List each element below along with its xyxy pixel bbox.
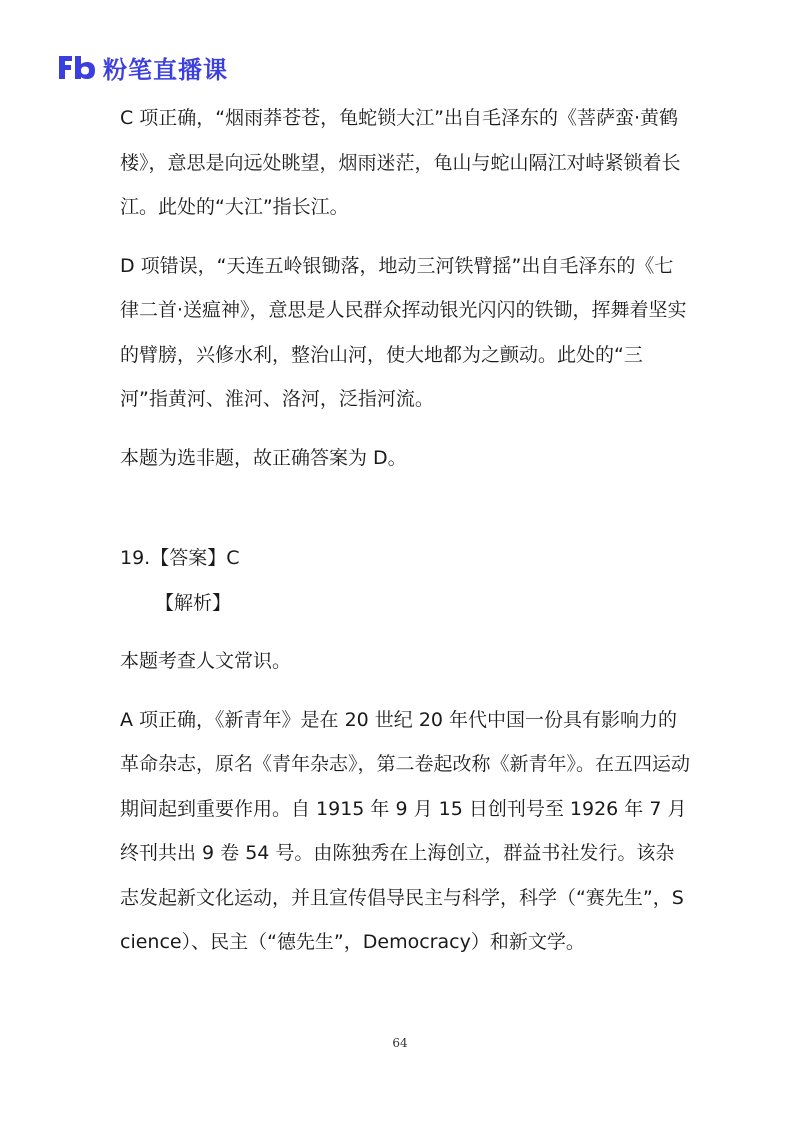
- paragraph-option-d: D 项错误，“天连五岭银锄落，地动三河铁臂摇”出自毛泽东的《七律二首·送瘟神》，意思是人民群众挥动银光闪闪的铁锄，挥舞着坚实的臂膀，兴修水利，整治山河，使大地都为之颤动。此处的“三河”指黄河、淮河、洛河，泛指河流。: [120, 254, 687, 410]
- page-number: 64: [392, 1036, 408, 1050]
- analysis-heading: 【解析】: [155, 591, 232, 614]
- paragraph-conclusion: 本题为选非题，故正确答案为 D。: [120, 446, 407, 469]
- paragraph-option-a: A 项正确，《新青年》是在 20 世纪 20 年代中国一份具有影响力的革命杂志，原名《青年杂志》，第二卷起改称《新青年》。在五四运动期间起到重要作用。自 1915 年 9 月 15 日创刊号至 1926 年 7 月终刊共出 9 卷 54 号。由陈独秀在上海创立，群益书社发行。该杂志发起新文化运动，并且宣传倡导民主与科学，科学（“赛先生”，Science）、民主（“德先生”，Democracy）和新文学。: [120, 708, 691, 953]
- brand-name: 粉笔直播课: [103, 55, 228, 84]
- paragraph-topic: 本题考查人文常识。: [120, 650, 292, 672]
- document-body: [120, 96, 690, 965]
- fenbi-logo-icon: [57, 52, 97, 82]
- header: [57, 50, 228, 84]
- answer-heading: 19.【答案】C: [120, 547, 240, 569]
- paragraph-option-c: C 项正确，“烟雨莽苍苍，龟蛇锁大江”出自毛泽东的《菩萨蛮·黄鹤楼》，意思是向远处眺望，烟雨迷茫，龟山与蛇山隔江对峙紧锁着长江。此处的“大江”指长江。: [120, 107, 681, 218]
